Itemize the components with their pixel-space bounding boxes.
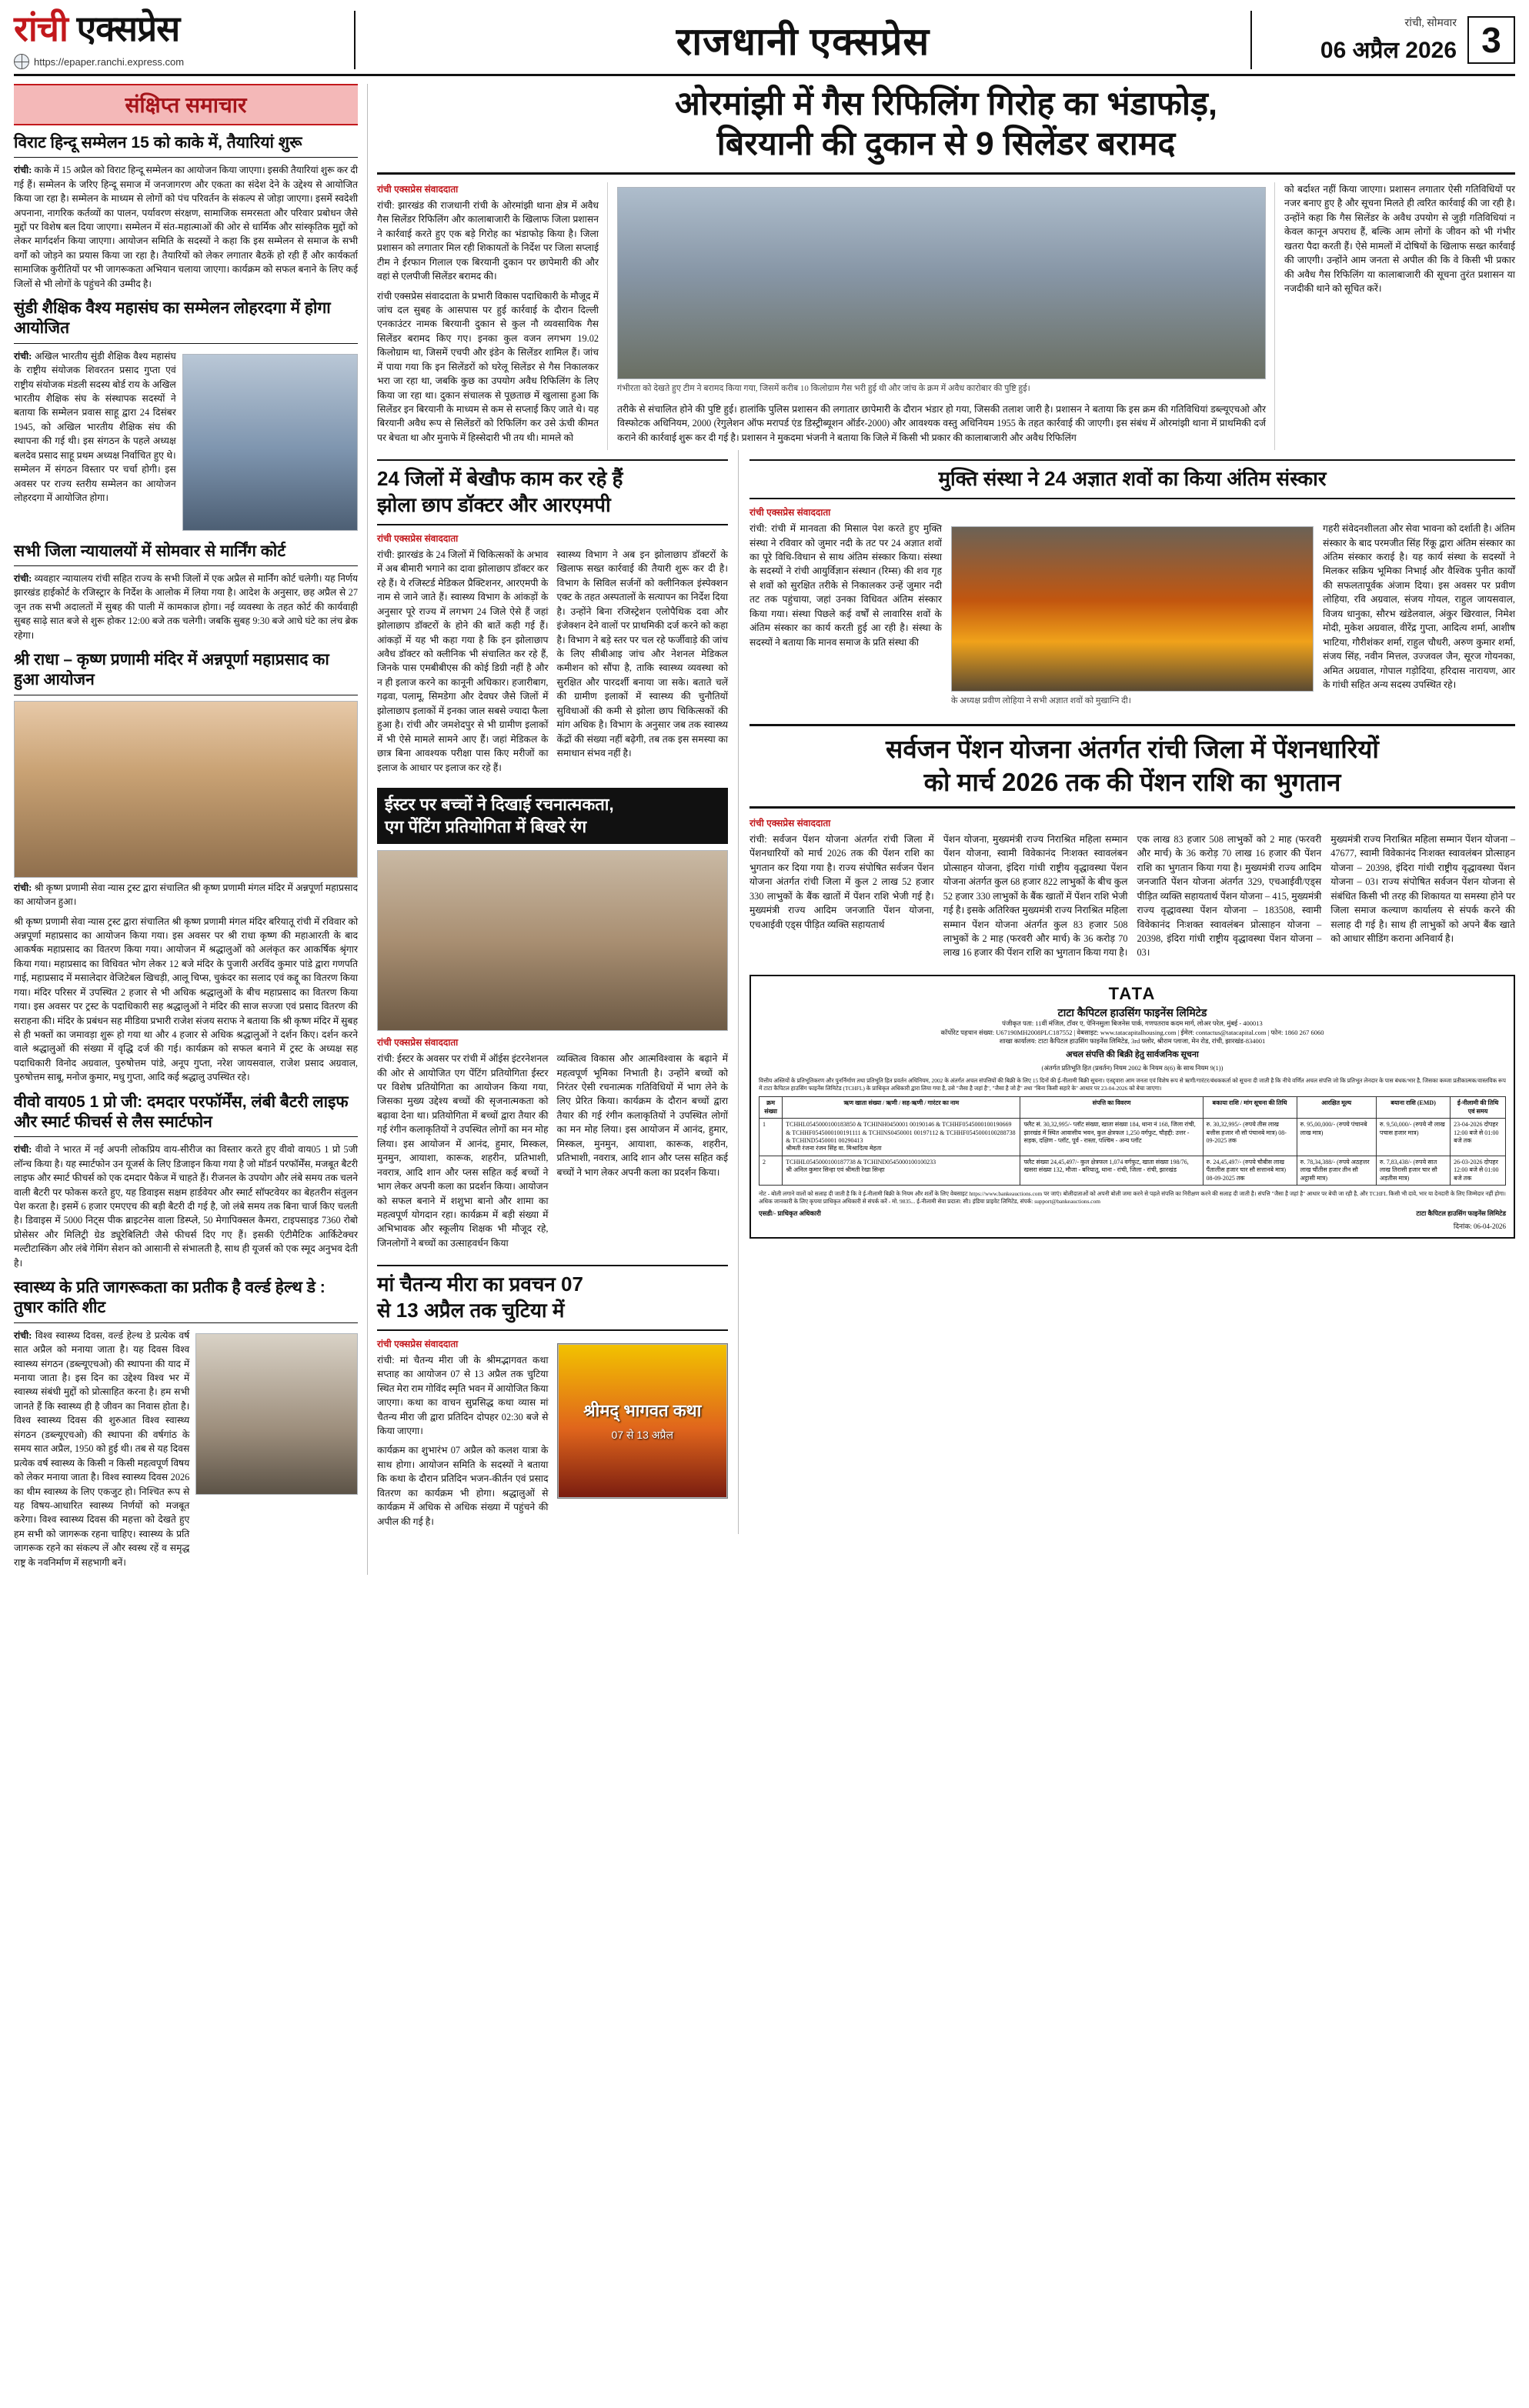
doctors-col2: स्वास्थ्य विभाग ने अब इन झोलाछाप डॉक्टरों के खिलाफ सख्त कार्रवाई की तैयारी शुरू कर दी है। विभाग के सिविल सर्जनों को क्लीनिकल इंस्पेक्शन एक्ट के तहत अस्पतालों के सत्यापन का निर्देश दिया है। उन्होंने बिना रजिस्ट्रेशन एलोपैथिक दवा और इंजेक्शन देने वालों पर प्राथमिकी दर्ज करने को कहा है। विभाग ने बड़े स्तर पर चल रहे फर्जीवाड़े की जांच के लिए सीबीआइ जांच और नेशनल मेडिकल कमीशन को सौंपा है, ताकि स्वास्थ्य व्यवस्था को सुरक्षित और पारदर्शी बनाया जा सके। बताते चलें की ग्रामीण इलाकों में स्वास्थ्य की चुनौतियों सुविधाओं की कमी से झोला छाप चिकित्सकों की मांग अधिक है। विभाग के अनुसार जब तक स्वास्थ्य केंद्रों की संख्या नहीं बढ़ेगी, तब तक इस समस्या का समाधान संभव नहीं है। bbox=[556, 549, 728, 759]
lead-col3: को बर्दाश्त नहीं किया जाएगा। प्रशासन लगातार ऐसी गतिविधियों पर नजर बनाए हुए है और सूचना मिलते ही त्वरित कार्रवाई की जा रही है। उन्होंने कहा कि गैस सिलेंडर के अवैध उपयोग से जुड़ी गतिविधियां न केवल कानून अपराध हैं, बल्कि आम लोगों के जीवन को भी गंभीर खतरा पैदा करती हैं। ऐसे मामलों में दोषियों के खिलाफ सख्त कार्रवाई की जाएगी। उन्होंने आम जनता से अपील की कि वे किसी भी प्रकार की अवैध गैस रिफिलिंग या कालाबाजारी की सूचना तुरंत प्रशासन या नजदीकी थाने को सूचित करें। bbox=[1284, 183, 1515, 294]
ad-signature bbox=[759, 1209, 1506, 1218]
cell-dues: रु. 24,45,497/- (रुपये चौबीस लाख पैंतालीस हजार चार सौ सत्तानबे मात्र) 08-09-2025 तक bbox=[1203, 1156, 1297, 1185]
table-row bbox=[759, 1156, 1506, 1185]
brief-item bbox=[14, 133, 358, 291]
ad-date: दिनांक: 06-04-2026 bbox=[1453, 1222, 1506, 1230]
doctors-story bbox=[377, 450, 739, 1534]
pension-col2: पेंशन योजना, मुख्यमंत्री राज्य निराश्रित महिला सम्मान पेंशन योजना, स्वामी विवेकानंद निःशक्त स्वावलंबन प्रोत्साहन योजना, इंदिरा गांधी राष्ट्रीय वृद्धावस्था पेंशन योजना अंतर्गत कुल 68 हजार 822 लाभुकों के बीच कुल 52 हजार 330 लाभुकों के बैंक खातों में पेंशन राशि भेजी गई है। इसके अतिरिक्त मुख्यमंत्री राज्य निराश्रित महिला सम्मान पेंशन योजना अंतर्गत कुल 83 हजार 508 लाभुकों के 2 माह (फरवरी और मार्च) के 36 करोड़ 70 लाख 16 हजार की पेंशन राशि का भुगतान किया गया है। bbox=[943, 833, 1128, 959]
logo-main: रांची bbox=[14, 8, 77, 48]
lead-headline-line1: ओरमांझी में गैस रिफिलिंग गिरोह का भंडाफोड़, bbox=[675, 85, 1217, 122]
byline: रांची एक्सप्रेस संवाददाता bbox=[749, 817, 831, 829]
cell-reserve: रु. 95,00,000/- (रुपये पंचानबे लाख मात्र) bbox=[1297, 1119, 1376, 1156]
brief-item bbox=[14, 298, 358, 534]
mukti-headline: मुक्ति संस्था ने 24 अज्ञात शवों का किया अंतिम संस्कार bbox=[749, 459, 1515, 499]
cell-dues: रु. 30,32,995/- (रुपये तीस लाख बत्तीस हजार नौ सौ पंचानबे मात्र) 08-09-2025 तक bbox=[1203, 1119, 1297, 1156]
doctors-col1: रांची: झारखंड के 24 जिलों में चिकित्सकों के अभाव में अब बीमारी भगाने का दावा झोलाछाप डॉक्टर कर रहे हैं। ये रजिस्टर्ड मेडिकल प्रैक्टिशनर, आरएमपी के नाम से जाने जाते हैं। स्वास्थ्य विभाग के आंकड़ों के अनुसार पूरे राज्य में लगभग 24 जिले ऐसे हैं जहां झोलाछाप डॉक्टरों के होने की बातें कही गई हैं। आंकड़ों में यह भी कहा गया है कि इन झोलाछाप अवैध डॉक्टर को क्लीनिक भी संचालित कर रहे हैं, जिनके पास एमबीबीएस की कोई डिग्री नहीं है और न ही इलाज करने का कानूनी अधिकार। हजारीबाग, गढ़वा, पलामू, सिमडेगा और देवघर जैसे जिलों में झोलाछाप इलाकों में इनका जाल सबसे ज्यादा फैला हुआ है। रांची और जमशेदपुर से भी ग्रामीण इलाकों में भी ऐसे मामले सामने आए हैं। जहां मेडिकल के छात्र बिना आवश्यक परीक्षा पास किए मरीजों का इलाज के आधार पर इलाज कर रहे हैं। bbox=[377, 549, 549, 773]
dateline: रांची: bbox=[14, 572, 32, 584]
lead-photo bbox=[617, 187, 1266, 379]
cell-reserve: रु. 78,34,388/- (रुपये अठहत्तर लाख चौंतीस हजार तीन सौ अट्ठासी मात्र) bbox=[1297, 1156, 1376, 1185]
kids-photo bbox=[377, 850, 728, 1031]
ad-sign-right: टाटा कैपिटल हाउसिंग फाइनेंस लिमिटेड bbox=[1416, 1209, 1506, 1218]
pension-col4: मुख्यमंत्री राज्य निराश्रित महिला सम्मान पेंशन योजना – 47677, स्वामी विवेकानंद निःशक्त स्वावलंबन प्रोत्साहन योजना – 20398, इंदिरा गांधी राष्ट्रीय वृद्धावस्था पेंशन योजना – 03। राज्य संपोषित सर्वजन पेंशन योजना से संबंधित किसी भी तरह की शिकायत या समस्या होने पर जिला समाज कल्याण कार्यालय से संपर्क करने की सलाह दी गई है। साथ ही लाभुकों को अपने बैंक खाते को आधार सीडिंग कराना अनिवार्य है। bbox=[1330, 833, 1515, 944]
doctors-headline bbox=[377, 459, 728, 525]
lead-story bbox=[377, 84, 1515, 450]
epaper-url[interactable] bbox=[14, 54, 345, 69]
ad-sign-left: एसडी/- प्राधिकृत अधिकारी bbox=[759, 1209, 821, 1218]
th-reserve: आरक्षित मूल्य bbox=[1297, 1097, 1376, 1119]
ad-address: पंजीकृत पता: 11वीं मंजिल, टॉवर ए, पेनिनसुला बिजनेस पार्क, गणपतराव कदम मार्ग, लोअर परेल, मुंबई - 400013 bbox=[1002, 1019, 1263, 1028]
pension-headline bbox=[749, 724, 1515, 809]
city-day: रांची, सोमवार bbox=[1404, 18, 1457, 29]
kids-col2: व्यक्तित्व विकास और आत्मविश्वास के बढ़ाने में महत्वपूर्ण भूमिका निभाती है। उन्होंने बच्चों को निरंतर ऐसी रचनात्मक गतिविधियों में भाग लेने के लिए प्रेरित किया। कार्यक्रम के दौरान बच्चों द्वारा तैयार की गई रंगीन कलाकृतियों ने उपस्थित लोगों का मन मोह लिया। इस आयोजन में आनंद, हुमार, मिस्कल, मुनमुन, आयाशा, कारूक, शहरीन, प्रतिभाशी, नवरात्र, आदि शान और प्लस सहित कई बच्चों ने भाग लेकर अपनी कला का प्रदर्शन किया। bbox=[556, 1053, 728, 1178]
ad-notice-sub: (अंतर्गत प्रतिभूति हित (प्रवर्तन) नियम 2002 के नियम 8(6) के साथ नियम 9(1)) bbox=[1041, 1063, 1224, 1072]
dateline: रांची: bbox=[14, 882, 32, 893]
ad-notice-title: अचल संपत्ति की बिक्री हेतु सार्वजनिक सूचना bbox=[1066, 1049, 1199, 1059]
lead-photo-caption: गंभीरता को देखते हुए टीम ने बरामद किया गया, जिसमें करीब 10 किलोग्राम गैस भरी हुई थी और जांच के क्रम में अवैध कारोबार की पुष्टि हुई। bbox=[617, 383, 1030, 393]
th-dues: बकाया राशि / मांग सूचना की तिथि bbox=[1203, 1097, 1297, 1119]
brief-photo bbox=[182, 354, 358, 531]
byline: रांची एक्सप्रेस संवाददाता bbox=[377, 532, 459, 544]
mukti-photo-caption: के अध्यक्ष प्रवीण लोहिया ने सभी अज्ञात शवों को मुखाग्नि दी। bbox=[951, 696, 1131, 706]
ad-notice-body: वित्तीय अस्तियों के प्रतिभूतिकरण और पुनर्निर्माण तथा प्रतिभूति हित प्रवर्तन अधिनियम, 2002 के अंतर्गत अचल संपत्तियों की बिक्री के लिए 15 दिनों की ई-नीलामी बिक्री सूचना। एतद्द्वारा आम जनता एवं विशेष रूप से ऋणी/गारंटर/बंधककर्ता को सूचना दी जाती है कि नीचे वर्णित अचल संपत्ति जो कि प्रतिभूत लेनदार के पास बंधक/भार है, जिसका कब्जा प्रतीकात्मक/वास्तविक रूप में टाटा कैपिटल हाउसिंग फाइनेंस लिमिटेड (TCHFL) के प्राधिकृत अधिकारी द्वारा लिया गया है, उसे "जैसा है जहां है", "जैसा है जो है" तथा "बिना किसी सहारे के" आधार पर 23-04-2026 को बेचा जाएगा। bbox=[759, 1077, 1506, 1092]
briefs-column bbox=[14, 84, 368, 1575]
lead-headline bbox=[377, 84, 1515, 175]
table-row bbox=[759, 1119, 1506, 1156]
kids-headline-line2: एग पेंटिंग प्रतियोगिता में बिखरे रंग bbox=[385, 816, 587, 836]
mata-body: रांची: मां चैतन्य मीरा जी के श्रीमद्भागवत कथा सप्ताह का आयोजन 07 से 13 अप्रैल तक चुटिया स्थित मेरा राम गोविंद स्मृति भवन में आयोजित किया जाएगा। कथा का वाचन सुप्रसिद्ध कथा व्यास मां चैतन्य मीरा जी द्वारा प्रतिदिन दोपहर 02:30 बजे से किया जाएगा। bbox=[377, 1354, 549, 1437]
url-text: https://epaper.ranchi.express.com bbox=[34, 55, 185, 68]
th-auction: ई-नीलामी की तिथि एवं समय bbox=[1451, 1097, 1506, 1119]
paper-logo bbox=[14, 8, 345, 48]
table-header-row bbox=[759, 1097, 1506, 1119]
brief-body: व्यवहार न्यायालय रांची सहित राज्य के सभी जिलों में एक अप्रैल से मार्निंग कोर्ट चलेगी। यह निर्णय झारखंड हाईकोर्ट के रजिस्ट्रार के निर्देश के आलोक में लिया गया है। आदेश के अनुसार, छह अप्रैल से 27 जून तक सभी अदालतों में सुबह की पाली में कामकाज होगा। नई व्यवस्था के तहत कोर्ट की कार्यवाही सुबह साढ़े सात बजे से शुरू होकर 12:00 बजे तक चलेगी। जबकि सुबह 9:30 बजे आधे घंटे का लंच ब्रेक रहेगा। bbox=[14, 572, 358, 641]
lead-body bbox=[377, 182, 1515, 450]
dateline: रांची: bbox=[14, 1329, 32, 1341]
cell-loan-number: TCHHL0545000100187738 & TCHIND0545000100100233 bbox=[786, 1158, 936, 1166]
kids-headline bbox=[377, 788, 728, 844]
brief-headline: सुंडी शैक्षिक वैश्य महासंघ का सम्मेलन लोहरदगा में होगा आयोजित bbox=[14, 298, 358, 344]
mukti-photo bbox=[951, 526, 1314, 692]
byline: रांची एक्सप्रेस संवाददाता bbox=[377, 183, 459, 195]
cell-borrower: श्री अनिल कुमार सिन्हा एवं श्रीमती रेखा सिन्हा bbox=[786, 1166, 885, 1174]
dateline: रांची: bbox=[14, 1144, 32, 1156]
brief-item bbox=[14, 650, 358, 1085]
brief-item bbox=[14, 1092, 358, 1270]
pension-headline-line2: को मार्च 2026 तक की पेंशन राशि का भुगतान bbox=[923, 768, 1341, 797]
issue-date: 06 अप्रैल 2026 bbox=[1320, 38, 1457, 63]
mata-headline bbox=[377, 1265, 728, 1331]
cell-sno: 2 bbox=[759, 1156, 783, 1185]
brief-headline: सभी जिला न्यायालयों में सोमवार से मार्निंग कोर्ट bbox=[14, 542, 358, 566]
th-property: संपत्ति का विवरण bbox=[1020, 1097, 1203, 1119]
brief-headline: विराट हिन्दू सम्मेलन 15 को काके में, तैयारियां शुरू bbox=[14, 133, 358, 158]
cell-loan bbox=[783, 1156, 1020, 1185]
page-content bbox=[14, 84, 1515, 1575]
lead-col1b: रांची एक्सप्रेस संवाददाता के प्रभारी विकास पदाधिकारी के मौजूद में जांच दल सुबह के आसपास पर हुई कार्रवाई के दौरान दिल्ली एनकाउंटर नामक बिरयानी दुकान से कुल नौ व्यवसायिक गैस सिलेंडर बरामद किए गए। इनका कुल वजन लगभग 19.02 किलोग्राम था, जिसमें एचपी और इंडेन के सिलेंडर शामिल हैं। जांच में पाया गया कि इन सिलेंडरों को घरेलू सिलेंडर से गैस निकालकर भरा जा रहा था, जबकि कुछ का उपयोग अवैध रिफिलिंग के लिए किया जा रहा था। दुकान संचालक से पूछताछ में खुलासा हुआ कि सिलेंडर इन बिरयानी के माध्यम से कम से सप्लाई किए जाते थे। यह बिरयानी अवैध रूप से सिलेंडरों को रिफिलिंग कर उसे ऊंची कीमत पर बेचता था और मुनाफे में हिस्सेदारी भी तय थी। मामले को bbox=[377, 290, 599, 443]
dateline: रांची: bbox=[14, 350, 32, 362]
cell-property: फ्लैट सं. 30,32,995/- प्लॉट संख्या, खाता संख्या 184, थाना नं 168, जिला रांची, झारखंड में स्थित आवासीय भवन, कुल क्षेत्रफल 1,250 वर्गफुट, चौहद्दी: उत्तर - सड़क, दक्षिण - प्लॉट, पूर्व - रास्ता, पश्चिम - अन्य प्लॉट bbox=[1020, 1119, 1203, 1156]
ad-cin: कॉर्पोरेट पहचान संख्या: U67190MH2008PLC187552 | वेबसाइट: www.tatacapitalhousing.com | ईमेल: contactus@tatacapital.com | फोन: 1860 267 6060 bbox=[940, 1028, 1324, 1036]
byline: रांची एक्सप्रेस संवाददाता bbox=[377, 1338, 459, 1349]
cell-loan-number: TCHHL0545000100183850 & TCHINH0450001 00190146 & TCHHF0545000100190669 & TCHHF0545000100191111 & TCHINS0450001 00197112 & TCHHF0545000100288738 & TCHIND5450001 00290413 bbox=[786, 1121, 1016, 1144]
cell-property: फ्लैट संख्या 24,45,497/- कुल क्षेत्रफल 1,074 वर्गफुट, खाता संख्या 198/76, खसरा संख्या 132, मौजा - बरियातू, थाना - रांची, जिला - रांची, झारखंड bbox=[1020, 1156, 1203, 1185]
brief-headline: स्वास्थ्य के प्रति जागरूकता का प्रतीक है वर्ल्ड हेल्थ डे : तुषार कांति शीट bbox=[14, 1278, 358, 1323]
page-number: 3 bbox=[1467, 16, 1515, 64]
doctors-headline-line2: झोला छाप डॉक्टर और आरएमपी bbox=[377, 493, 611, 517]
cell-emd: रु. 7,83,438/- (रुपये सात लाख तिरासी हजार चार सौ अड़तीस मात्र) bbox=[1376, 1156, 1450, 1185]
globe-icon bbox=[14, 54, 29, 69]
ad-branch: शाखा कार्यालय: टाटा कैपिटल हाउसिंग फाइनेंस लिमिटेड, 3rd फ्लोर, श्रीराम प्लाजा, मेन रोड, रांची, झारखंड-834001 bbox=[999, 1037, 1266, 1046]
cell-auction: 26-03-2026 दोपहर 12:00 बजे से 01:00 बजे तक bbox=[1451, 1156, 1506, 1185]
cell-emd: रु. 9,50,000/- (रुपये नौ लाख पचास हजार मात्र) bbox=[1376, 1119, 1450, 1156]
masthead-right bbox=[1261, 11, 1515, 69]
masthead bbox=[14, 8, 1515, 76]
main-column bbox=[377, 84, 1515, 1575]
cell-loan bbox=[783, 1119, 1020, 1156]
lead-col2: तरीके से संचालित होने की पुष्टि हुई। हालांकि पुलिस प्रशासन की लगातार छापेमारी के दौरान भंडार हो गया, जिसकी तलाश जारी है। प्रशासन ने बताया कि इस क्रम की गतिविधियां डब्ल्यूएचओ और विस्फोटक अधिनियम, 2000 (रेगुलेशन ऑफ मरापर्ड एंड डिस्ट्रीब्यूशन ऑर्डर-2000) और आवश्यक वस्तु अधिनियम 1955 के तहत कार्रवाई की जाएगी। इस संबंध में ओरमांझी थाना में प्राथमिकी दर्ज कराने की कार्रवाई शुरू कर दी गई है। प्रशासन ने मुकदमा भंजनी ने बताया कि जिले में किसी भी प्रकार की कालाबाजारी और अवैध रिफिलिंग bbox=[617, 403, 1266, 443]
cell-sno: 1 bbox=[759, 1119, 783, 1156]
brief-body: वीवो ने भारत में नई अपनी लोकप्रिय वाय-सीरीज का विस्तार करते हुए वीवो वाय05 1 प्रो 5जी लॉन्च किया है। यह स्मार्टफोन उन यूजर्स के लिए डिजाइन किया गया है जो मॉडर्न परफॉर्मेंस, मजबूत बैटरी लाइफ और स्मार्ट फीचर्स को एक दमदार पैकेज में चाहते हैं। रीजनल के उपयोग और लंबे समय तक चलने वाली बैटरी पर फोकस करते हुए, यह डिवाइस सक्षम हार्डवेयर और स्मार्ट सॉफ्टवेयर का बेहतरीन संतुलन पेश करता है। इसमें 6 हजार एमएएच की बड़ी बैटरी दी गई है, जो लंबे समय तक बिना चार्ज किए चलती है। डिवाइस में 5000 निट्स पीक ब्राइटनेस वाला डिस्प्ले, 50 मेगापिक्सल कैमरा, टाइपसाइड 7360 रोबो प्रोसेसर और मिलिट्री ग्रेड ड्यूरेबिलिटी जैसे फीचर्स दिए गए हैं। इसकी एंटीमैटिक आर्किटेक्चर मल्टीटास्किंग और लंबे गेमिंग सेशन को आसानी से संभालती है, साथ ही यूजर्स को एक स्मूद अनुभव देती है। bbox=[14, 1144, 358, 1269]
mukti-story bbox=[749, 450, 1515, 1534]
kids-col1: रांची: ईस्टर के अवसर पर रांची में ऑईस इंटरनेशनल की ओर से आयोजित एग पेंटिंग प्रतियोगिता ईस्टर पर विशेष प्रतियोगिता का आयोजन किया गया, जिसका मुख्य उद्देश्य बच्चों की सृजनात्मकता को बढ़ावा देना था। प्रतियोगिता में बच्चों द्वारा तैयार की गई रंगीन कलाकृतियों ने उपस्थित लोगों का मन मोह लिया। इस आयोजन में आनंद, हुमार, मिस्कल, मुनमुन, आयाशा, कारूक, शहरीन, प्रतिभाशी, नवरात्र, आदि शान और प्लस सहित कई बच्चों ने भाग लेकर अपनी कला का प्रदर्शन किया। आयोजन को सफल बनाने में शशुभा बानो और शामा का महत्वपूर्ण योगदान रहा। कार्यक्रम में बड़ी संख्या में अभिभावक और स्कूलीय शिक्षक भी मौजूद रहे, जिनलोगों ने बच्चों का उत्साहवर्धन किया bbox=[377, 1053, 549, 1249]
ad-title: श्रीमद् भागवत कथा bbox=[583, 1401, 702, 1421]
doctors-headline-line1: 24 जिलों में बेखौफ काम कर रहे हैं bbox=[377, 467, 623, 491]
ad-dates: 07 से 13 अप्रैल bbox=[611, 1429, 673, 1442]
ad-terms: नोट - बोली लगाने वालों को सलाह दी जाती है कि वे ई-नीलामी बिक्री के नियम और शर्तों के लिए वेबसाइट https://www.bankeauctions.com पर जाएं। बोलीदाताओं को अपनी बोली जमा करने से पहले संपत्ति का निरीक्षण करने की सलाह दी जाती है। संपत्ति "जैसा है जहां है" आधार पर बेची जा रही है, और TCHFL किसी भी दावे, भार या देनदारी के लिए जिम्मेदार नहीं होगा। अधिक जानकारी के लिए कृपया प्राधिकृत अधिकारी से संपर्क करें - मो. 9835... ई-नीलामी सेवा प्रदाता: सी1 इंडिया प्राइवेट लिमिटेड, संपर्क: support@bankeauctions.com bbox=[759, 1189, 1506, 1205]
brief-photo bbox=[14, 701, 358, 878]
lead-headline-line2: बिरयानी की दुकान से 9 सिलेंडर बरामद bbox=[716, 125, 1176, 163]
mukti-col2: गहरी संवेदनशीलता और सेवा भावना को दर्शाती है। अंतिम संस्कार के बाद परमजीत सिंह रिंकू द्वारा अंतिम संस्कार का अंतिम संस्कार कराई है। यह कार्य संस्था के सदस्यों ने मिलकर सक्रिय भूमिका निभाई और वैश्विक पुनीत कार्यों की सफलतापूर्वक अंजाम दिया। इस अवसर पर प्रवीण लोहिया, रवि अग्रवाल, संजय गोयल, राहुल जायसवाल, विजय धानुका, सौरभ खंडेलवाल, अंकुर खिरवाल, निमेश मोदी, मुकेश अग्रवाल, वीरेंद्र गुप्ता, आदित्य शर्मा, आशीष भाटिया, गौरीशंकर शर्मा, राहुल चौधरी, अरुण कुमार शर्मा, संजय सिंह, नवीन मित्तल, उज्जवल जैन, सूरज गोयनका, अमित अग्रवाल, गोपाल गड़ोदिया, हरिदास नारायण, आर के गांधी सहित अन्य सदस्य उपस्थित रहे। bbox=[1323, 523, 1515, 690]
pension-col1: रांची: सर्वजन पेंशन योजना अंतर्गत रांची जिला में पेंशनधारियों को मार्च 2026 तक की पेंशन राशि का भुगतान कर दिया गया है। राज्य संपोषित सर्वजन पेंशन योजना अंतर्गत रांची जिला में कुल 2 लाख 52 हजार 330 लाभुकों के बैंक खातों में पेंशन राशि भेजी गई है। मुख्यमंत्री राज्य आदिम जनजाति पेंशन योजना, एचआईवी एड्स पीड़ित व्यक्ति सहायतार्थ bbox=[749, 833, 934, 930]
tata-brand: TATA bbox=[1108, 983, 1157, 1003]
pension-col3: एक लाख 83 हजार 508 लाभुकों को 2 माह (फरवरी और मार्च) के 36 करोड़ 70 लाख 16 हजार की पेंशन राशि का भुगतान किया गया है। मुख्यमंत्री राज्य आदिम जनजाति पेंशन योजना अंतर्गत 329, एचआईवी/एड्स पीड़ित व्यक्ति सहायतार्थ पेंशन योजना – 415, मुख्यमंत्री राज्य वृद्धावस्था पेंशन योजना – 183508, स्वामी विवेकानंद निःशक्त स्वावलंबन प्रोत्साहन योजना – 20398, इंदिरा गांधी राष्ट्रीय वृद्धावस्था पेंशन योजना – 03। bbox=[1137, 833, 1322, 959]
date-block bbox=[1320, 15, 1457, 65]
edition-title: राजधानी एक्सप्रेस bbox=[676, 20, 930, 63]
photo-caption: श्री कृष्ण प्रणामी सेवा न्यास ट्रस्ट द्वारा संचालित श्री कृष्ण प्रणामी मंगल मंदिर में अन्नपूर्णा महाप्रसाद का आयोजन हुआ। bbox=[14, 882, 359, 908]
th-sno: क्रम संख्या bbox=[759, 1097, 783, 1119]
brief-headline: श्री राधा – कृष्ण प्रणामी मंदिर में अन्नपूर्णा महाप्रसाद का हुआ आयोजन bbox=[14, 650, 358, 695]
dateline: रांची: bbox=[14, 165, 32, 176]
masthead-left bbox=[14, 8, 345, 69]
lead-col1: रांची: झारखंड की राजधानी रांची के ओरमांझी थाना क्षेत्र में अवैध गैस सिलेंडर रिफिलिंग और कालाबाजारी के खिलाफ जिला प्रशासन ने कार्रवाई करते हुए एक बड़े गिरोह का भंडाफोड़ किया है। जिला प्रशासन को लगातार मिल रही शिकायतों के निर्देश पर जिला सप्लाई टीम ने ईरफान गिलाल एक बिरयानी दुकान पर छापेमारी की और वहां से एलपीजी सिलेंडर बरामद की। bbox=[377, 199, 599, 282]
brief-body: काके में 15 अप्रैल को विराट हिन्दू सम्मेलन का आयोजन किया जाएगा। इसकी तैयारियां शुरू कर दी गई हैं। सम्मेलन के जरिए हिन्दू समाज में जनजागरण और एकता का संदेश देने के उद्देश्य से आयोजित किया जा रहा है। सम्मेलन के माध्यम से लोगों को पंच परिवर्तन के संकल्प से जोड़ा जाएगा। इसमें स्वदेशी अपनाना, नागरिक कर्तव्यों का पालन, पर्यावरण संरक्षण, सामाजिक समरसता और परिवार प्रबोधन जैसे मुद्दों पर विशेष बल दिया जाएगा। सम्मेलन में संत-महात्माओं की ओर से धार्मिक और सांस्कृतिक मुद्दों को लेकर मार्गदर्शन किया जाएगा। आयोजन समिति के सदस्यों ने कहा कि इस सम्मेलन से समाज के सभी वर्गों को जोड़ने का प्रयास किया जा रहा है। तैयारियों को लेकर लगातार बैठकें हो रही हैं और कार्यकर्ता सामाजिक कुरीतियों पर भी जागरूकता अभियान चलाया जाएगा। कार्यक्रम को सफल बनाने के लिए कई जिलों से भी लोगों के पहुंचने की उम्मीद है। bbox=[14, 165, 359, 289]
mid-row bbox=[377, 450, 1515, 1534]
cell-auction: 23-04-2026 दोपहर 12:00 बजे से 01:00 बजे तक bbox=[1451, 1119, 1506, 1156]
th-loan: ऋण खाता संख्या / ऋणी / सह-ऋणी / गारंटर का नाम bbox=[783, 1097, 1020, 1119]
mukti-col1: रांची: रांची में मानवता की मिसाल पेश करते हुए मुक्ति संस्था ने रविवार को जुमार नदी के तट पर 24 अज्ञात शवों का पूरे विधि-विधान से साथ अंतिम संस्कार किया। संस्था के सदस्यों ने रांची आयुर्विज्ञान संस्थान (रिम्स) की शव गृह से शवों को सुरक्षित तरीके से निकालकर उन्हें जुमार नदी तट तक पहुंचाया, जहां उनका विधिवत अंतिम संस्कार किया गया। संस्था पिछले कई वर्षों से लावारिस शवों के अंतिम संस्कार का कार्य करती हुई आ रही है। संस्था के सदस्यों ने बताया कि मानव समाज के प्रति संस्था की bbox=[749, 523, 942, 648]
brief-item bbox=[14, 1278, 358, 1575]
tata-logo bbox=[759, 982, 1506, 1020]
th-emd: बयाना राशि (EMD) bbox=[1376, 1097, 1450, 1119]
brief-headline: वीवो वाय05 1 प्रो जी: दमदार परफॉर्मेंस, लंबी बैटरी लाइफ और स्मार्ट फीचर्स से लैस स्मार्टफोन bbox=[14, 1092, 358, 1138]
brief-body: अखिल भारतीय सुंडी शैक्षिक वैश्य महासंघ के राष्ट्रीय संयोजक शिवरतन प्रसाद गुप्ता एवं राष्ट्रीय संयोजक मंडली सदस्य बोर्ड राय के अखिल भारतीय शैक्षिक संघ के संस्थापक सदस्यों ने बताया कि सम्मेलन प्रवास साहू द्वारा 24 दिसंबर 1945, को अखिल भारतीय शैक्षिक संघ की स्थापना की गई थी। इस संगठन के पहले अध्यक्ष बलदेव प्रसाद साहू प्रथम अध्यक्ष निर्वाचित हुए थे। सम्मेलन में संगठन विस्तार पर चर्चा होगी। इस अवसर पर राज्य स्तरीय सम्मेलन का आयोजन लोहरदगा में आयोजित होगा। bbox=[14, 350, 176, 504]
auction-advertisement bbox=[749, 975, 1515, 1239]
pension-headline-line1: सर्वजन पेंशन योजना अंतर्गत रांची जिला में पेंशनधारियों bbox=[886, 735, 1379, 764]
kids-headline-line1: ईस्टर पर बच्चों ने दिखाई रचनात्मकता, bbox=[385, 794, 614, 814]
brief-body: विश्व स्वास्थ्य दिवस, वर्ल्ड हेल्थ डे प्रत्येक वर्ष सात अप्रैल को मनाया जाता है। यह दिवस विश्व स्वास्थ्य संगठन (डब्ल्यूएचओ) की स्थापना की याद में मनाया जाता है। इस दिन का उद्देश्य विश्व भर में स्वास्थ्य संबंधी मुद्दों को प्रोत्साहित करना है। हम सभी जानते हैं कि स्वास्थ्य ही है जीवन का निवास होता है। विश्व स्वास्थ्य दिवस की शुरुआत विश्व स्वास्थ्य संगठन (डब्ल्यूएचओ) की स्थापना की वर्षगांठ के समय सात अप्रैल, 1950 को हुई थी। तब से यह दिवस प्रत्येक वर्ष स्वास्थ्य के किसी न किसी महत्वपूर्ण विषय को लेकर मनाया जाता है। विश्व स्वास्थ्य दिवस 2026 का थीम स्वास्थ्य के लिए एकजुट हो। निश्चित रूप से यह विषय-आधारित स्वास्थ्य निर्णयों को मजबूत करेगा। विश्व स्वास्थ्य दिवस की महत्ता को देखते हुए हम सभी को जागरूक रहना चाहिए। स्वास्थ्य के प्रति जागरूक रहने का संकल्प लें और स्वस्थ रहें व समृद्ध राष्ट्र के नवनिर्माण में सहभागी बनें। bbox=[14, 1329, 190, 1568]
byline: रांची एक्सप्रेस संवाददाता bbox=[749, 507, 831, 519]
brief-photo bbox=[195, 1333, 358, 1495]
cell-borrower: श्रीमती रंजना रंजन सिंह वा. मिश्रादित्य मेहता bbox=[786, 1145, 882, 1152]
bhagwat-katha-ad[interactable] bbox=[557, 1343, 729, 1499]
briefs-header: संक्षिप्त समाचार bbox=[14, 84, 358, 125]
masthead-center bbox=[354, 11, 1252, 69]
brief-body: श्री कृष्ण प्रणामी सेवा न्यास ट्रस्ट द्वारा संचालित श्री कृष्ण प्रणामी मंगल मंदिर बरियातू रांची में रविवार को अन्नपूर्णा महाप्रसाद का आयोजन किया गया। इस अवसर पर श्री राधा कृष्ण की महाआरती के बाद आकर्षक महाप्रसाद का वितरण किया गया। आयोजन में श्रद्धालुओं को अलंकृत कर आकर्षिक श्रृंगार किया गया। महाप्रसाद का विधिवत भोग लेकर 12 बजे मंदिर के पुजारी अरविंद कुमार पांडे द्वारा गणपति गाई, महाप्रसाद में मसालेदार वेजिटेबल खिचड़ी, आलू चिप्स, चुकंदर का सलाद एवं कद्दू का वितरण किया गया। मंदिर परिसर में उपस्थित 2 हजार से भी अधिक श्रद्धालुओं के बीच महाप्रसाद का वितरण किया गया। इस अवसर पर ट्रस्ट के पदाधिकारी सह श्रद्धालुओं ने मंदिर की साज सज्जा एवं प्रसाद वितरण की सराहना की। मंदिर के प्रबंधन सह मीडिया प्रभारी राजेश संजय सराफ ने बताया कि श्री कृष्ण मंदिर में सुबह से ही भक्तों का जमावड़ा शुरू हो गया था और 4 हजार से अधिक श्रद्धालुओं ने दर्शन किए। दर्शन करने वाले श्रद्धालुओं की संख्या में वृद्धि दर्ज की गई। कार्यक्रम को सफल बनाने में ट्रस्ट के अध्यक्ष सह पदाधिकारी विनोद अग्रवाल, पुरुषोत्तम पांडे, अनूप गुप्ता, नरेश जायसवाल, राजेश प्रसाद अग्रवाल, पुरुषोत्तम साबू, मनोज कुमार, मधु गुप्ता, आदि कई श्रद्धालु उपस्थित रहे। bbox=[14, 916, 358, 1083]
auction-table bbox=[759, 1096, 1506, 1186]
mata-headline-line1: मां चैतन्य मीरा का प्रवचन 07 bbox=[377, 1272, 583, 1296]
brief-item bbox=[14, 542, 358, 642]
byline: रांची एक्सप्रेस संवाददाता bbox=[377, 1037, 459, 1049]
ad-company: टाटा कैपिटल हाउसिंग फाइनेंस लिमिटेड bbox=[1057, 1006, 1207, 1019]
mata-headline-line2: से 13 अप्रैल तक चुटिया में bbox=[377, 1299, 565, 1322]
logo-accent: एक्सप्रेस bbox=[76, 8, 180, 48]
mata-body2: कार्यक्रम का शुभारंभ 07 अप्रैल को कलश यात्रा के साथ होगा। आयोजन समिति के सदस्यों ने बताया कि कथा के दौरान प्रतिदिन भजन-कीर्तन एवं प्रसाद वितरण का कार्यक्रम भी होगा। श्रद्धालुओं से कार्यक्रम में अधिक से अधिक संख्या में पहुंचने की अपील की गई है। bbox=[377, 1445, 549, 1527]
